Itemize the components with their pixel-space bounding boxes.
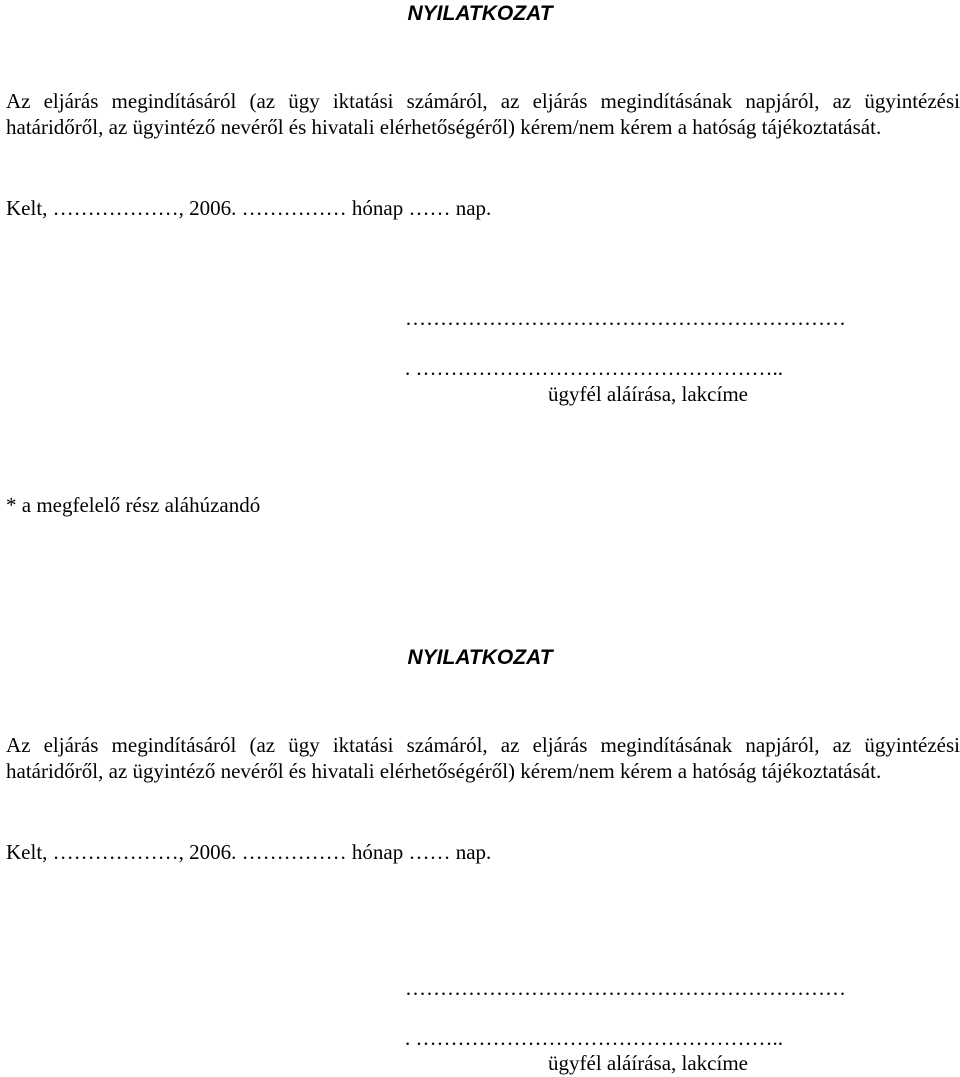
signature-dots-line-1: ………………………………………………………	[405, 976, 846, 1000]
declaration-title: NYILATKOZAT	[407, 646, 553, 669]
date-line: Kelt, ………………, 2006. …………… hónap …… nap.	[6, 196, 492, 220]
declaration-title: NYILATKOZAT	[407, 2, 553, 25]
signature-dots-line-1: ………………………………………………………	[405, 306, 846, 330]
declaration-text: Az eljárás megindításáról (az ügy iktatási számáról, az eljárás megindításának napjáról, az ügyintézési határidőről, az ügyintéző nevéről és hivatali elérhetőségéről) kérem/nem kérem a hatóság tájékoztatását.	[6, 733, 960, 783]
footnote: * a megfelelő rész aláhúzandó	[6, 493, 261, 517]
signature-dots-line-2: . ……………………………………………..	[405, 356, 783, 380]
date-line: Kelt, ………………, 2006. …………… hónap …… nap.	[6, 840, 492, 864]
declaration-text: Az eljárás megindításáról (az ügy iktatási számáról, az eljárás megindításának napjáról, az ügyintézési határidőről, az ügyintéző nevéről és hivatali elérhetőségéről) kérem/nem kérem a hatóság tájékoztatását.	[6, 89, 960, 139]
signature-dots-line-2: . ……………………………………………..	[405, 1026, 783, 1050]
signature-caption: ügyfél aláírása, lakcíme	[548, 1051, 748, 1075]
signature-caption: ügyfél aláírása, lakcíme	[548, 382, 748, 406]
